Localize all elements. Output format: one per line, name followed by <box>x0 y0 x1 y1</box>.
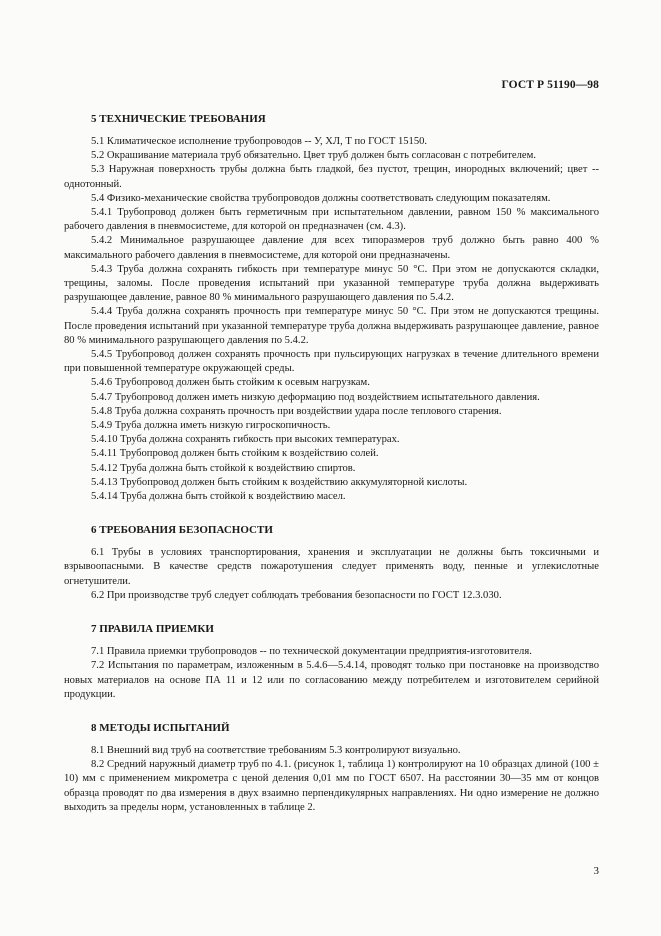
paragraph: 5.4.4 Труба должна сохранять прочность при температуре минус 50 °С. При этом не допускаются трещины. После проведения испытаний при указанной температуре труба должна выдерживать разрушающее давление, равное 80 % минимального разрушающего давления по 5.4.2. <box>64 306 599 346</box>
section-title: 5 ТЕХНИЧЕСКИЕ ТРЕБОВАНИЯ <box>91 113 266 125</box>
paragraph: 6.2 При производстве труб следует соблюдать требования безопасности по ГОСТ 12.3.030. <box>91 589 502 601</box>
paragraph: 5.4.10 Труба должна сохранять гибкость при высоких температурах. <box>91 434 400 446</box>
section-title: 8 МЕТОДЫ ИСПЫТАНИЙ <box>91 721 230 734</box>
paragraph: 5.4.3 Труба должна сохранять гибкость при температуре минус 50 °С. При этом не допускаются складки, трещины, заломы. После проведения испытаний при указанной температуре труба должна выдерживать разрушающее давление, равное 80 % минимального разрушающего давления по 5.4.2. <box>64 263 599 304</box>
section-spacer <box>64 702 599 711</box>
paragraph: 5.2 Окрашивание материала труб обязательно. Цвет труб должен быть согласован с потребителем. <box>91 150 536 162</box>
paragraph: 5.4.7 Трубопровод должен иметь низкую деформацию под воздействием испытательного давления. <box>91 391 540 403</box>
paragraph: 7.1 Правила приемки трубопроводов -- по технической документации предприятия-изготовителя. <box>91 646 532 658</box>
section-spacer <box>64 504 599 513</box>
document-body <box>64 100 599 815</box>
section-title: 6 ТРЕБОВАНИЯ БЕЗОПАСНОСТИ <box>91 524 273 537</box>
paragraph: 5.4.2 Минимальное разрушающее давление для всех типоразмеров труб должно быть равно 400 % максимального рабочего давления в пневмосистеме, для которой они предназначены. <box>64 235 599 261</box>
paragraph: 5.1 Климатическое исполнение трубопроводов -- У, ХЛ, Т по ГОСТ 15150. <box>91 136 428 147</box>
paragraph: 7.2 Испытания по параметрам, изложенным в 5.4.6—5.4.14, проводят только при постановке на производство новых материалов на основе ПА 11 и 12 или по согласованию между потребителем и изготовителем серийной продукции. <box>64 660 599 700</box>
paragraph: 5.4.9 Труба должна иметь низкую гигроскопичность. <box>91 420 331 432</box>
paragraph: 5.4.8 Труба должна сохранять прочность при воздействии удара после теплового старения. <box>91 405 502 417</box>
paragraph: 5.4.6 Трубопровод должен быть стойким к осевым нагрузкам. <box>91 377 370 389</box>
paragraph: 5.4.13 Трубопровод должен быть стойким к воздействию аккумуляторной кислоты. <box>91 476 468 488</box>
section-title: 7 ПРАВИЛА ПРИЕМКИ <box>91 623 214 636</box>
standard-header: ГОСТ Р 51190—98 <box>501 79 599 91</box>
paragraph: 6.1 Трубы в условиях транспортирования, хранения и эксплуатации не должны быть токсичными и взрывоопасными. В качестве средств пожаротушения следует применять воду, пенные и углекислотные огнетушители. <box>64 547 599 587</box>
paragraph: 5.4 Физико-механические свойства трубопроводов должны соответствовать следующим показателям. <box>91 192 551 204</box>
paragraph: 5.4.14 Труба должна быть стойкой к воздействию масел. <box>91 491 346 503</box>
paragraph: 5.4.12 Труба должна быть стойкой к воздействию спиртов. <box>91 462 356 474</box>
section-spacer <box>64 603 599 612</box>
paragraph: 5.4.1 Трубопровод должен быть герметичным при испытательном давлении, равном 150 % максимального рабочего давления в пневмосистеме, для которой он предназначен (см. 4.3). <box>64 207 599 233</box>
paragraph: 5.3 Наружная поверхность трубы должна быть гладкой, без пустот, трещин, инородных включений; цвет -- однотонный. <box>64 164 599 190</box>
page-number: 3 <box>593 865 599 877</box>
paragraph: 5.4.5 Трубопровод должен сохранять прочность при пульсирующих нагрузках в течение длительного времени при повышенной температуре окружающей среды. <box>64 349 599 375</box>
paragraph: 5.4.11 Трубопровод должен быть стойким к воздействию солей. <box>91 448 379 460</box>
paragraph: 8.1 Внешний вид труб на соответствие требованиям 5.3 контролируют визуально. <box>91 744 461 756</box>
paragraph: 8.2 Средний наружный диаметр труб по 4.1. (рисунок 1, таблица 1) контролируют на 10 образцах длиной (100 ± 10) мм с применением микрометра с ценой деления 0,01 мм по ГОСТ 6507. На расстоянии 30—35 мм от концов образца проводят по два измерения в двух взаимно перпендикулярных направлениях. Ни одно измерение не должно выходить за пределы норм, установленных в таблице 2. <box>64 759 599 813</box>
